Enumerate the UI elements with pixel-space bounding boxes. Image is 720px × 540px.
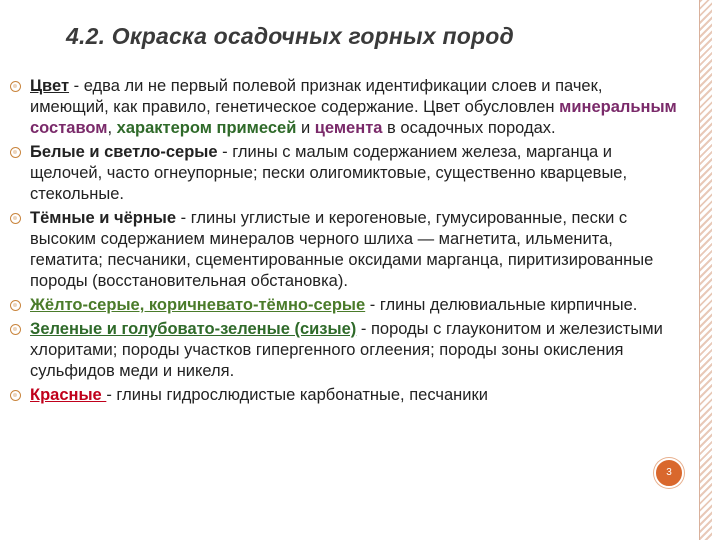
term-label: Тёмные и чёрные [30,209,177,227]
term-label: Жёлто-серые, коричневато-тёмно-серые [30,296,366,314]
circle-bullet-icon [10,213,21,224]
term-label: Зеленые и голубовато-зеленые (сизые) [30,320,357,338]
list-item-color [10,76,684,139]
term-separator: - [176,209,191,227]
term-separator: - [69,77,84,95]
item-text: глины с малым содержанием железа, марганца и щелочей, часто огнеупорные; пески олигомиктовые, существенно кварцевые, стекольные. [30,143,628,203]
term-label: Цвет [30,77,70,95]
circle-bullet-icon [10,390,21,401]
item-text: глины гидрослюдистые карбонатные, песчаники [116,386,488,404]
term-separator: - [365,296,380,314]
term-separator: - [356,320,371,338]
circle-bullet-icon [10,324,21,335]
item-text: в осадочных породах. [382,119,556,137]
item-text: , [107,119,117,137]
list-item-green [10,319,684,382]
page-number-badge: 3 [654,458,684,488]
term-label: Белые и светло-серые [30,143,218,161]
term-label: Красные [30,386,107,404]
list-item-dark [10,208,684,292]
term-separator: - [217,143,233,161]
highlight-mineral: минеральным составом [30,98,677,137]
list-item-yellow [10,295,684,316]
item-text: и [296,119,315,137]
circle-bullet-icon [10,81,21,92]
item-text: глины углистые и керогеновые, гумусированные, пески с высоким содержанием минералов черного шлиха — магнетита, ильменита, гематита; песчаники, сцементированные оксидами марганца, пиритизированные породы (восстановительная обстановка). [30,209,654,290]
slide-title: 4.2. Окраска осадочных горных пород [66,23,514,49]
item-text: глины делювиальные кирпичные. [379,296,638,314]
term-separator: - [106,386,117,404]
item-text: едва ли не первый полевой признак идентификации слоев и пачек, имеющий, как правило, генетическое содержание. Цвет обусловлен [30,77,603,116]
decorative-border [699,0,712,540]
highlight-cement: цемента [314,119,383,137]
bullet-list [10,76,684,409]
item-text: породы с глауконитом и железистыми хлоритами; породы участков гипергенного оглеения; породы зоны окисления сульфидов меди и никеля. [30,320,663,380]
circle-bullet-icon [10,300,21,311]
highlight-impurities: характером примесей [116,119,297,137]
list-item-red [10,385,684,406]
list-item-white [10,142,684,205]
circle-bullet-icon [10,147,21,158]
